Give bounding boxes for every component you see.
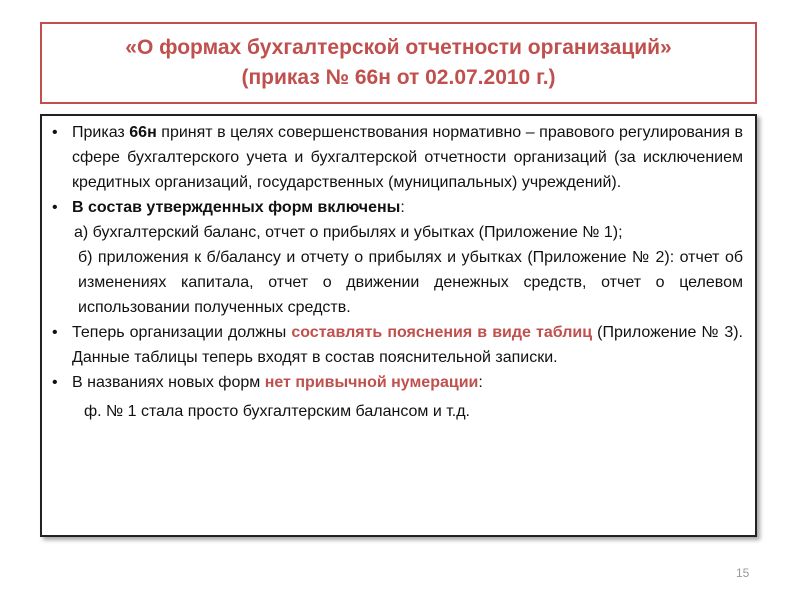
- forms-included-heading: В состав утвержденных форм включены: [72, 199, 401, 216]
- sub-item-a: а) бухгалтерский баланс, отчет о прибылях и убытках (Приложение № 1);: [74, 224, 623, 241]
- text-segment: В названиях новых форм: [72, 374, 265, 391]
- bullet-numbering: [72, 370, 743, 395]
- bullet-forms-included: [72, 195, 743, 220]
- bullet-order-purpose: [72, 120, 743, 195]
- bullet-explanations: [72, 320, 743, 370]
- title-line-2: (приказ № 66н от 02.07.2010 г.): [241, 66, 556, 89]
- order-number: 66н: [129, 124, 157, 141]
- text-segment: Приказ: [72, 124, 130, 141]
- content-box: [40, 114, 757, 537]
- title-line-1: «О формах бухгалтерской отчетности организаций»: [125, 36, 672, 59]
- sub-item-form1: ф. № 1 стала просто бухгалтерским балансом и т.д.: [84, 403, 470, 420]
- highlight-explanations: составлять пояснения в виде таблиц: [291, 324, 593, 341]
- text-segment: (Приложение № 3). Данные таблицы теперь входят в состав пояснительной записки.: [72, 324, 744, 366]
- sub-item-b: б) приложения к б/балансу и отчету о прибылях и убытках (Приложение № 2): отчет об изменениях капитала, отчет о движении денежных средств, отчет о целевом использовании полученных средств.: [78, 249, 743, 316]
- highlight-numbering: нет привычной нумерации: [264, 374, 479, 391]
- text-segment: Теперь организации должны: [72, 324, 292, 341]
- title-box: [40, 22, 757, 104]
- text-segment: :: [478, 374, 483, 391]
- text-segment: принят в целях совершенствования нормативно – правового регулирования в сфере бухгалтерского учета и бухгалтерской отчетности организаций (за исключением кредитных организаций, государственных (муниципальных) учреждений).: [72, 124, 744, 191]
- page-number: 15: [736, 566, 750, 580]
- text-segment: :: [400, 199, 405, 216]
